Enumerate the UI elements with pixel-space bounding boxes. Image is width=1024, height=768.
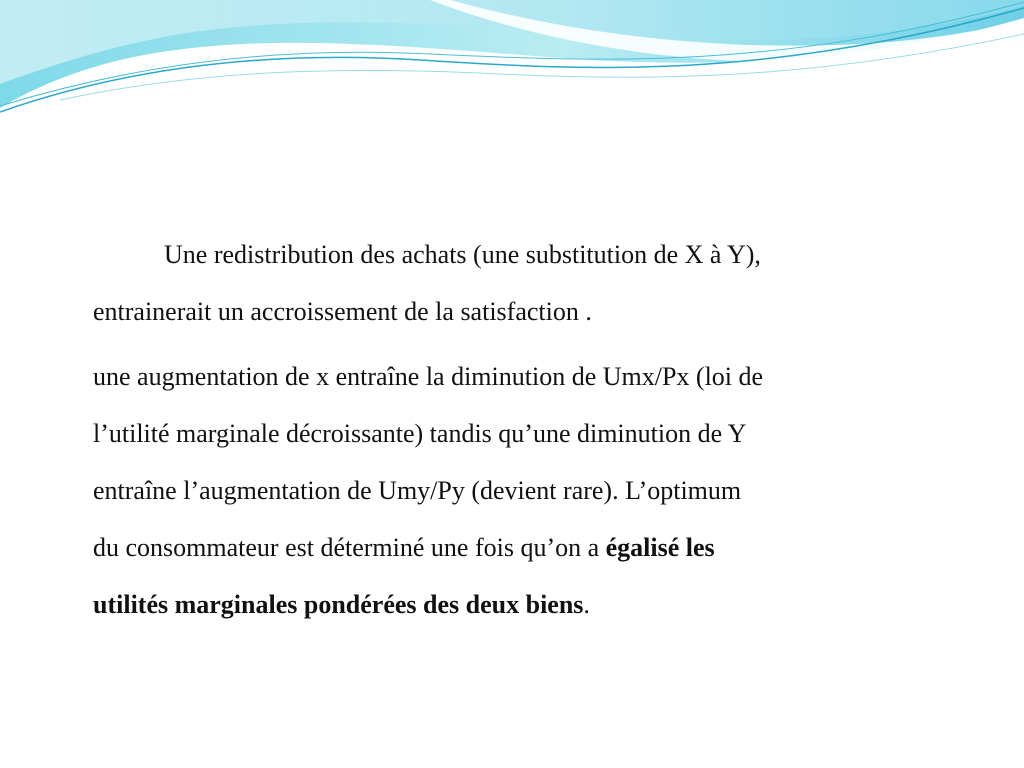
- text-line: [93, 226, 973, 283]
- text-line: [93, 519, 973, 576]
- text-line: l’utilité marginale décroissante) tandis qu’une diminution de Y: [93, 419, 747, 448]
- slide-body: [93, 226, 973, 633]
- text-span: Une redistribution des achats (une substitution de X à Y),: [164, 240, 761, 269]
- bold-emphasis: égalisé les: [605, 533, 715, 562]
- text-line: une augmentation de x entraîne la diminution de Umx/Px (loi de: [93, 362, 764, 391]
- paragraph-optimum: [93, 348, 973, 633]
- text-span: du consommateur est déterminé une fois qu’on a: [93, 533, 606, 562]
- text-line: entrainerait un accroissement de la satisfaction .: [93, 297, 592, 326]
- text-line: entraîne l’augmentation de Umy/Py (devient rare). L’optimum: [93, 476, 742, 505]
- bold-emphasis: utilités marginales pondérées des deux biens: [93, 590, 584, 619]
- text-span: .: [583, 590, 590, 619]
- text-line: [93, 576, 973, 633]
- paragraph-substitution: [93, 226, 973, 340]
- decorative-wave-header: [0, 0, 1024, 130]
